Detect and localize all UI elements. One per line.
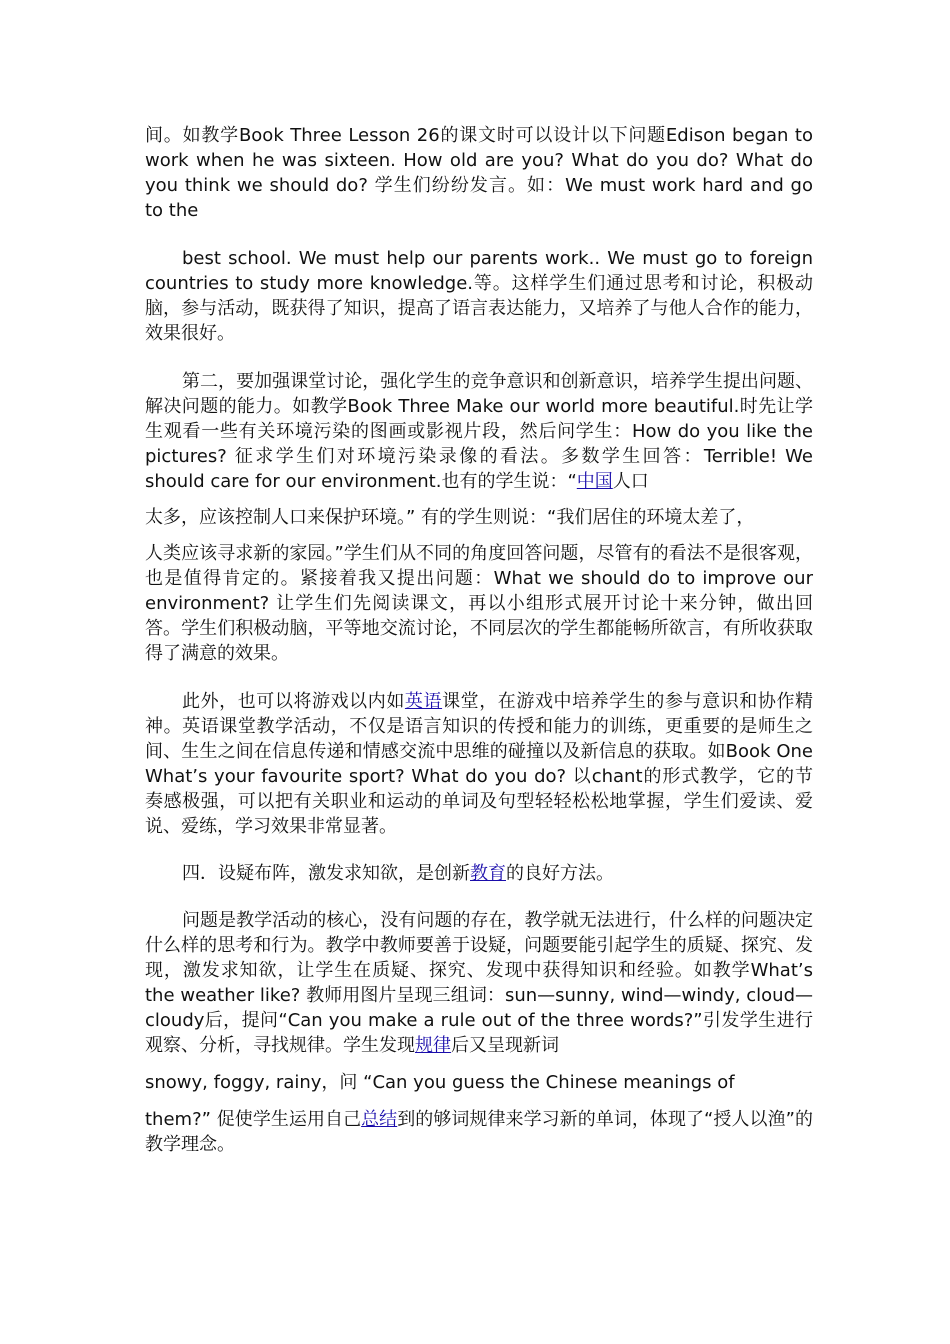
paragraph-2-text: best school. We must help our parents work.. We must go to foreign countries to study more knowledge.等。这样学生们通过思考和讨论，积极动脑，参与活动，既获得了知识，提高了语言表达能力，又培养了与他人合作的能力，效果很好。	[145, 248, 813, 344]
paragraph-1-text: 间。如教学Book Three Lesson 26的课文时可以设计以下问题Edison began to work when he was sixteen. How old are you? What do you do? What do you think we should do? 学生们纷纷发言。如：We must work hard and go to the	[145, 125, 813, 221]
paragraph-4-text-b: 课堂，在游戏中培养学生的参与意识和协作精神。英语课堂教学活动，不仅是语言知识的传授和能力的训练，更重要的是师生之间、生生之间在信息传递和情感交流中思维的碰撞以及新信息的获取。如Book One What’s your favourite sport? What do you do? 以chant的形式教学，它的节奏感极强，可以把有关职业和运动的单词及句型轻轻松松地掌握，学生们爱读、爱说、爱练，学习效果非常显著。	[145, 691, 814, 837]
link-english[interactable]: 英语	[404, 691, 443, 712]
paragraph-3-text-d: 人类应该寻求新的家园。”学生们从不同的角度回答问题，尽管有的看法不是很客观，也是值得肯定的。紧接着我又提出问题：What we should do to improve our environment? 让学生们先阅读课文，再以小组形式展开讨论十来分钟，做出回答。学生们积极动脑，平等地交流讨论，不同层次的学生都能畅所欲言，有所收获取得了满意的效果。	[145, 543, 813, 664]
paragraph-5-text-d: them?” 促使学生运用自己	[145, 1109, 362, 1130]
paragraph-5	[145, 908, 813, 1058]
paragraph-5-text-c: snowy, foggy, rainy，问 “Can you guess the Chinese meanings of	[145, 1072, 735, 1093]
paragraph-3-text-c: 太多，应该控制人口来保护环境。” 有的学生则说：“我们居住的环境太差了，	[145, 507, 755, 528]
link-education[interactable]: 教育	[470, 863, 506, 884]
link-rule[interactable]: 规律	[415, 1035, 451, 1056]
paragraph-3-text-a: 第二，要加强课堂讨论，强化学生的竞争意识和创新意识，培养学生提出问题、解决问题的能力。如教学Book Three Make our world more beautiful.时先让学生观看一些有关环境污染的图画或影视片段，然后问学生：How do you like the pictures? 征求学生们对环境污染录像的看法。多数学生回答：Terrible! We should care for our environment.也有的学生说：“	[145, 371, 813, 492]
section-heading-4	[145, 861, 813, 886]
section-heading-4-text-b: 的良好方法。	[506, 863, 614, 884]
paragraph-5-line-snowy	[145, 1070, 813, 1095]
paragraph-5-text-b: 后又呈现新词	[451, 1035, 559, 1056]
paragraph-4	[145, 689, 813, 839]
link-summary[interactable]: 总结	[361, 1109, 398, 1130]
paragraph-3-continued-line	[145, 505, 813, 530]
section-heading-4-text-a: 四．设疑布阵，激发求知欲，是创新	[182, 863, 470, 884]
paragraph-5-text-e: 到的够词规律来学习新的单词，体现了“授人以渔”的教学理念。	[145, 1109, 814, 1155]
paragraph-5-text-a: 问题是教学活动的核心，没有问题的存在，教学就无法进行，什么样的问题决定什么样的思考和行为。教学中教师要善于设疑，问题要能引起学生的质疑、探究、发现，激发求知欲，让学生在质疑、探究、发现中获得知识和经验。如教学What’s the weather like? 教师用图片呈现三组词：sun—sunny, wind—windy, cloud—cloudy后，提问“Can you make a rule out of the three words?”引发学生进行观察、分析，寻找规律。学生发现	[145, 910, 813, 1056]
paragraph-2	[145, 246, 813, 346]
paragraph-3-continued	[145, 541, 813, 666]
paragraph-5-continued	[145, 1107, 813, 1157]
paragraph-1	[145, 123, 813, 223]
paragraph-4-text-a: 此外，也可以将游戏以内如	[182, 691, 405, 712]
paragraph-3-text-b: 人口	[612, 471, 649, 492]
link-china[interactable]: 中国	[576, 471, 613, 492]
paragraph-3	[145, 369, 813, 494]
